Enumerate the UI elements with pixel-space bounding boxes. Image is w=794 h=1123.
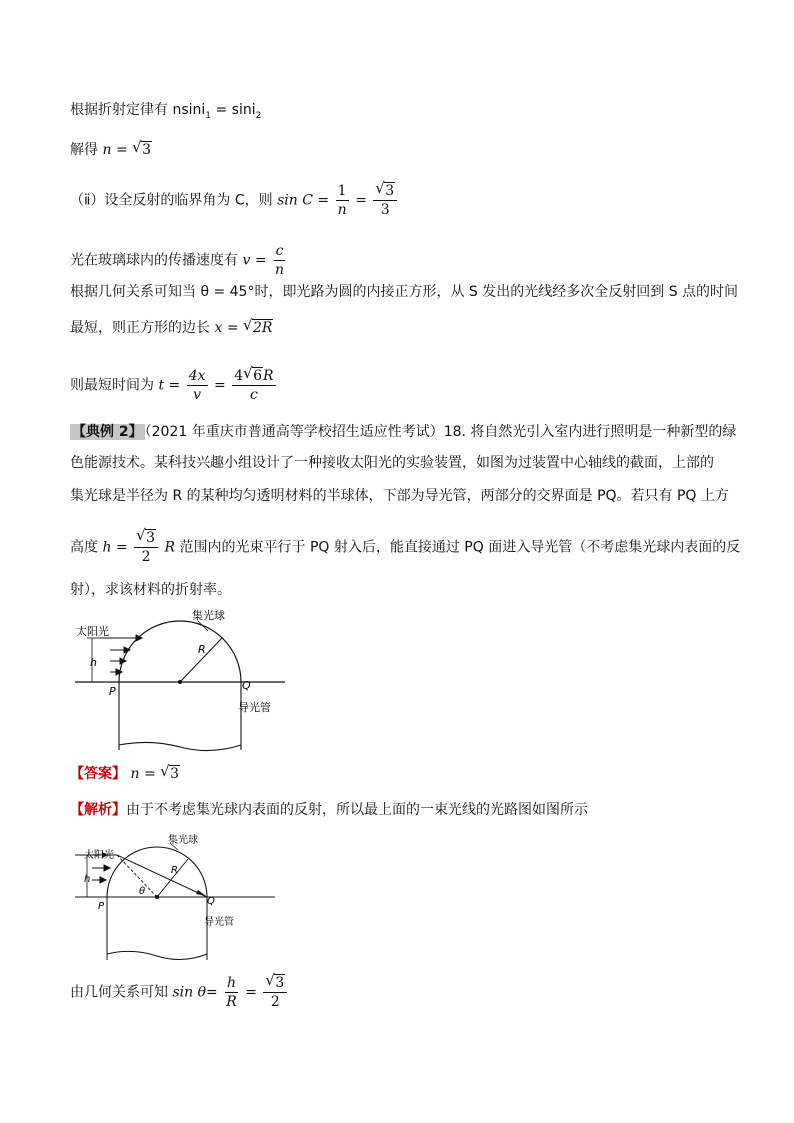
example-line-4: 高度 h = √ 3 2 R 范围内的光束平行于 PQ 射入后，能直接通过 PQ 面进入导光管（不考虑集光球内表面的反	[70, 526, 741, 565]
Q-label: Q	[242, 679, 251, 692]
equals-sign: =	[317, 192, 330, 209]
pipe-label: 导光管	[238, 701, 271, 714]
Q-label: Q	[207, 896, 215, 907]
refraction-law-text: 根据折射定律有 nsini	[70, 102, 206, 118]
fraction-h-over-R	[224, 975, 239, 1010]
sqrt-3: √ 3	[160, 762, 180, 782]
answer-line: 【答案】 n = √ 3	[70, 762, 180, 782]
frac-den: c	[249, 387, 258, 403]
geometry-line-1: 根据几何关系可知当 θ = 45°时，即光路为圆的内接正方形，从 S 发出的光线经多次全反射回到 S 点的时间	[70, 284, 739, 300]
sqrt-arg: 2R	[253, 320, 273, 336]
v-variable: v	[242, 252, 251, 269]
sunlight-arrows	[92, 865, 110, 883]
solve-prefix: 解得	[70, 142, 98, 158]
R-variable: R	[263, 368, 274, 384]
subscript-2: 2	[255, 110, 262, 121]
sqrt-arg: 3	[146, 530, 156, 546]
frac-den: v	[193, 387, 202, 403]
R-variable: R	[164, 539, 176, 556]
coef-4: 4	[234, 368, 244, 384]
height-suffix: 范围内的光束平行于 PQ 射入后，能直接通过 PQ 面进入导光管（不考虑集光球内表面的反	[179, 539, 741, 556]
sqrt-2R: √ 2R	[243, 316, 273, 336]
refraction-eq-text: = sini	[211, 102, 256, 118]
fraction-sqrt3-over-2: √ 3 2	[134, 530, 158, 565]
figure-collector-diagram	[70, 605, 290, 765]
frac-den: n	[337, 202, 347, 218]
answer-tag: 【答案】	[70, 766, 126, 782]
sqrt-arg: 3	[170, 766, 180, 782]
sqrt-arg: 3	[275, 975, 285, 991]
final-line: 由几何关系可知 sin θ= $\frac{h}{R}$ = √ 3 2	[70, 975, 289, 1010]
min-time-prefix: 则最短时间为	[70, 377, 154, 394]
theta-label: θ	[139, 886, 146, 897]
example-tag: 【典例 2】	[72, 424, 143, 440]
pipe-label: 导光管	[204, 917, 234, 928]
collector-label: 集光球	[168, 835, 198, 846]
equals-sign: =	[168, 377, 181, 394]
frac-num: 1	[337, 183, 347, 199]
refraction-law-line	[70, 100, 261, 126]
fraction-c-over-n	[273, 243, 286, 278]
h-label: h	[84, 874, 91, 885]
analysis-line	[70, 800, 588, 820]
analysis-text: 由于不考虑集光球内表面的反射，所以最上面的一束光线的光路图如图所示	[126, 802, 588, 818]
fraction-1-over-n	[336, 183, 349, 218]
geometry-text-2: 最短，则正方形的边长	[70, 320, 210, 336]
sqrt-arg: 3	[142, 142, 152, 158]
frac-den: 3	[380, 202, 390, 218]
R-label: R	[198, 643, 206, 656]
sunlight-arrows	[100, 635, 142, 675]
pipe-bottom-wave	[119, 742, 241, 750]
min-time-line	[70, 364, 278, 403]
subscript-1: 1	[205, 110, 212, 121]
critical-angle-line	[70, 179, 399, 218]
frac-num: c	[275, 243, 284, 259]
example-line-2: 色能源技术。某科技兴趣小组设计了一种接收太阳光的实验装置，如图为过装置中心轴线的截面，上部的	[70, 455, 714, 471]
R-label: R	[171, 865, 178, 876]
example-line-5: 射），求该材料的折射率。	[70, 582, 231, 598]
example-line-1	[70, 422, 736, 442]
speed-line	[70, 243, 288, 278]
figure-light-path-diagram	[70, 830, 280, 975]
sunlight-label: 太阳光	[76, 625, 109, 638]
x-variable: x	[214, 320, 223, 336]
hemisphere-arc	[119, 621, 241, 682]
sqrt-arg: 6	[253, 368, 263, 384]
equals-sign: =	[226, 320, 239, 336]
equals-sign: =	[355, 192, 367, 209]
frac-den: R	[226, 994, 237, 1010]
sin-theta-expr: sin θ=	[172, 984, 218, 1001]
speed-prefix: 光在玻璃球内的传播速度有	[70, 252, 238, 269]
height-prefix: 高度	[70, 539, 98, 556]
geometry-line-2	[70, 318, 273, 338]
frac-den: n	[275, 262, 285, 278]
fraction-4sqrt6R-over-c: 4 √ 6R c	[234, 364, 274, 403]
analysis-tag: 【解析】	[70, 802, 126, 818]
pipe-bottom-wave	[107, 951, 207, 959]
P-label: P	[109, 685, 116, 698]
n-variable: n	[130, 766, 140, 782]
h-variable: h	[102, 539, 112, 556]
fraction-4x-over-v	[187, 368, 208, 403]
frac-den: 2	[270, 994, 280, 1010]
fraction-sqrt3-over-3: √ 3 3	[373, 183, 397, 218]
h-label: h	[90, 656, 97, 669]
example-line-3: 集光球是半径为 R 的某种均匀透明材料的半球体，下部为导光管，两部分的交界面是 PQ。若只有 PQ 上方	[70, 488, 729, 504]
example-source: （2021 年重庆市普通高等学校招生适应性考试）18. 将自然光引入室内进行照明是一种新型的绿	[144, 424, 737, 440]
frac-den: 2	[141, 549, 151, 565]
sinC-expr: sin C	[277, 192, 313, 209]
fraction-sqrt3-over-2: √ 3 2	[263, 975, 287, 1010]
t-variable: t	[158, 377, 165, 394]
equals-sign: =	[214, 377, 226, 394]
equals-sign: =	[115, 142, 128, 158]
equals-sign: =	[254, 252, 267, 269]
normal-dashed	[117, 855, 157, 897]
collector-label: 集光球	[192, 609, 225, 622]
sqrt-3: √ 3	[132, 138, 152, 158]
n-variable: n	[102, 142, 112, 158]
sqrt-arg: 3	[385, 183, 395, 199]
final-prefix: 由几何关系可知	[70, 984, 168, 1001]
solve-line	[70, 140, 152, 160]
P-label: P	[98, 901, 105, 912]
frac-num: 4x	[188, 368, 206, 384]
sunlight-label: 太阳光	[84, 850, 114, 861]
frac-num: h	[226, 975, 236, 991]
critical-angle-text: （ⅱ）设全反射的临界角为 C，则	[70, 192, 273, 209]
